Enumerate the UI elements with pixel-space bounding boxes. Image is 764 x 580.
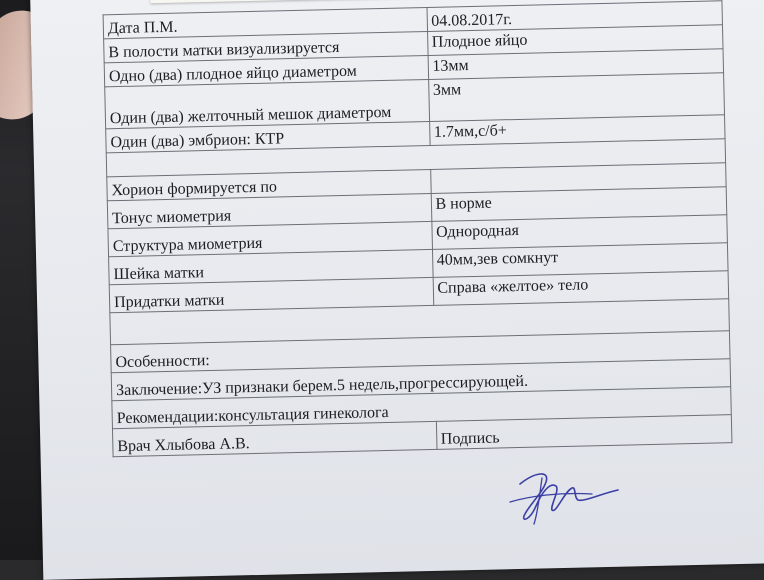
row-value: 40мм,зев сомкнут: [432, 243, 728, 278]
ultrasound-report-sheet: [30, 0, 764, 580]
row-label: Тонус миометрия: [107, 193, 431, 228]
row-value: Плодное яйцо: [427, 25, 723, 56]
signature-label: Подпись: [440, 429, 500, 448]
doctor-name: Врач Хлыбова А.В.: [112, 421, 436, 456]
row-value: 1.7мм,с/б+: [429, 115, 725, 146]
row-label: Хорион формируется по: [107, 169, 431, 200]
row-label: Шейка матки: [109, 249, 433, 284]
row-label: Дата П.М.: [103, 8, 427, 39]
conclusion-text: Заключение:УЗ признаки берем.5 недель,прогрессирующей.: [111, 359, 730, 401]
row-value: 3мм: [428, 73, 724, 122]
features-label: Особенности:: [111, 331, 730, 373]
row-value: В норме: [431, 187, 727, 222]
signature-cell: [436, 415, 732, 450]
paper-strip: [150, 0, 420, 3]
row-label: Один (два) желточный мешок диаметром: [105, 79, 429, 128]
row-label: Придатки матки: [109, 277, 433, 312]
row-label: Одно (два) плодное яйцо диаметром: [104, 55, 428, 86]
row-label: Структура миометрия: [108, 221, 432, 256]
handwritten-signature: [480, 462, 630, 532]
recommendations-text: Рекомендации:консультация гинеколога: [112, 387, 731, 429]
row-value: 13мм: [428, 49, 724, 80]
row-value: Однородная: [431, 215, 727, 250]
row-value: Справа «желтое» тело: [433, 271, 729, 306]
row-label: В полости матки визуализируется: [104, 32, 428, 63]
row-value: 04.08.2017г.: [427, 1, 723, 32]
report-table: [103, 0, 733, 457]
row-label: Один (два) эмбрион: КТР: [106, 121, 430, 152]
